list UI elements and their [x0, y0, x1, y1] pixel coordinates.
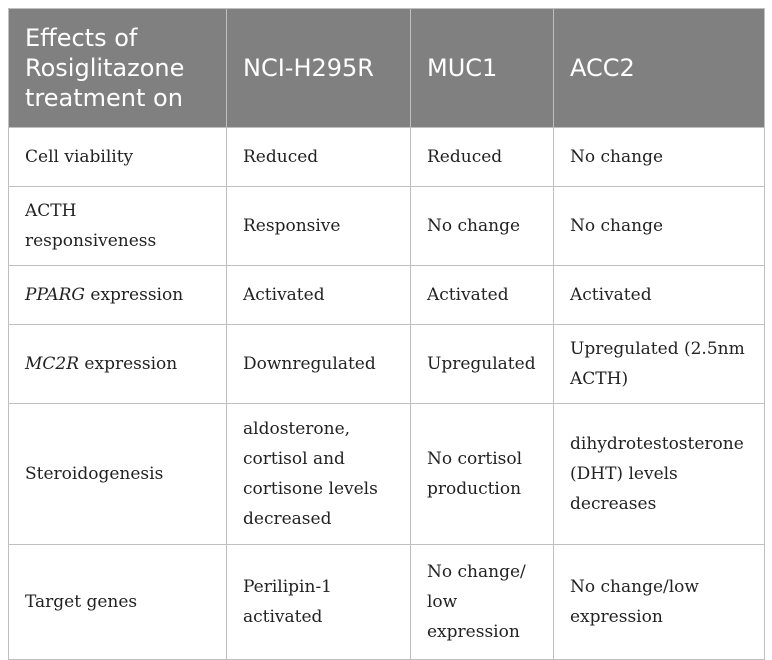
header-effects: Effects of Rosiglitazone treatment on [9, 9, 227, 128]
cell-nci-h295r: Reduced [227, 128, 411, 187]
header-row [9, 9, 765, 128]
cell-acc2: dihydrotestosterone (DHT) levels decreases [554, 404, 765, 545]
cell-muc1: No change/ low expression [411, 545, 554, 660]
row-label: Cell viability [9, 128, 227, 187]
rosiglitazone-effects-table [8, 8, 765, 660]
row-label: ACTH responsiveness [9, 187, 227, 266]
cell-acc2: No change [554, 187, 765, 266]
row-label: Steroidogenesis [9, 404, 227, 545]
label-suffix: expression [84, 285, 184, 305]
table-row [9, 545, 765, 660]
cell-nci-h295r: Activated [227, 266, 411, 325]
gene-name: PPARG [25, 285, 85, 305]
cell-acc2: No change [554, 128, 765, 187]
table-row [9, 266, 765, 325]
cell-nci-h295r: Downregulated [227, 325, 411, 404]
cell-muc1: Upregulated [411, 325, 554, 404]
table-row [9, 187, 765, 266]
cell-acc2: Upregulated (2.5nm ACTH) [554, 325, 765, 404]
cell-muc1: No cortisol production [411, 404, 554, 545]
label-suffix: expression [79, 354, 178, 374]
cell-muc1: Reduced [411, 128, 554, 187]
cell-nci-h295r: aldosterone, cortisol and cortisone levels decreased [227, 404, 411, 545]
cell-nci-h295r: Responsive [227, 187, 411, 266]
gene-name: MC2R [25, 354, 80, 374]
table-row [9, 128, 765, 187]
cell-muc1: No change [411, 187, 554, 266]
row-label [9, 266, 227, 325]
table-row [9, 404, 765, 545]
row-label [9, 325, 227, 404]
row-label: Target genes [9, 545, 227, 660]
cell-acc2: Activated [554, 266, 765, 325]
header-acc2: ACC2 [554, 9, 765, 128]
cell-nci-h295r: Perilipin-1 activated [227, 545, 411, 660]
header-muc1: MUC1 [411, 9, 554, 128]
header-nci-h295r: NCI-H295R [227, 9, 411, 128]
cell-acc2: No change/low expression [554, 545, 765, 660]
cell-muc1: Activated [411, 266, 554, 325]
table-row [9, 325, 765, 404]
